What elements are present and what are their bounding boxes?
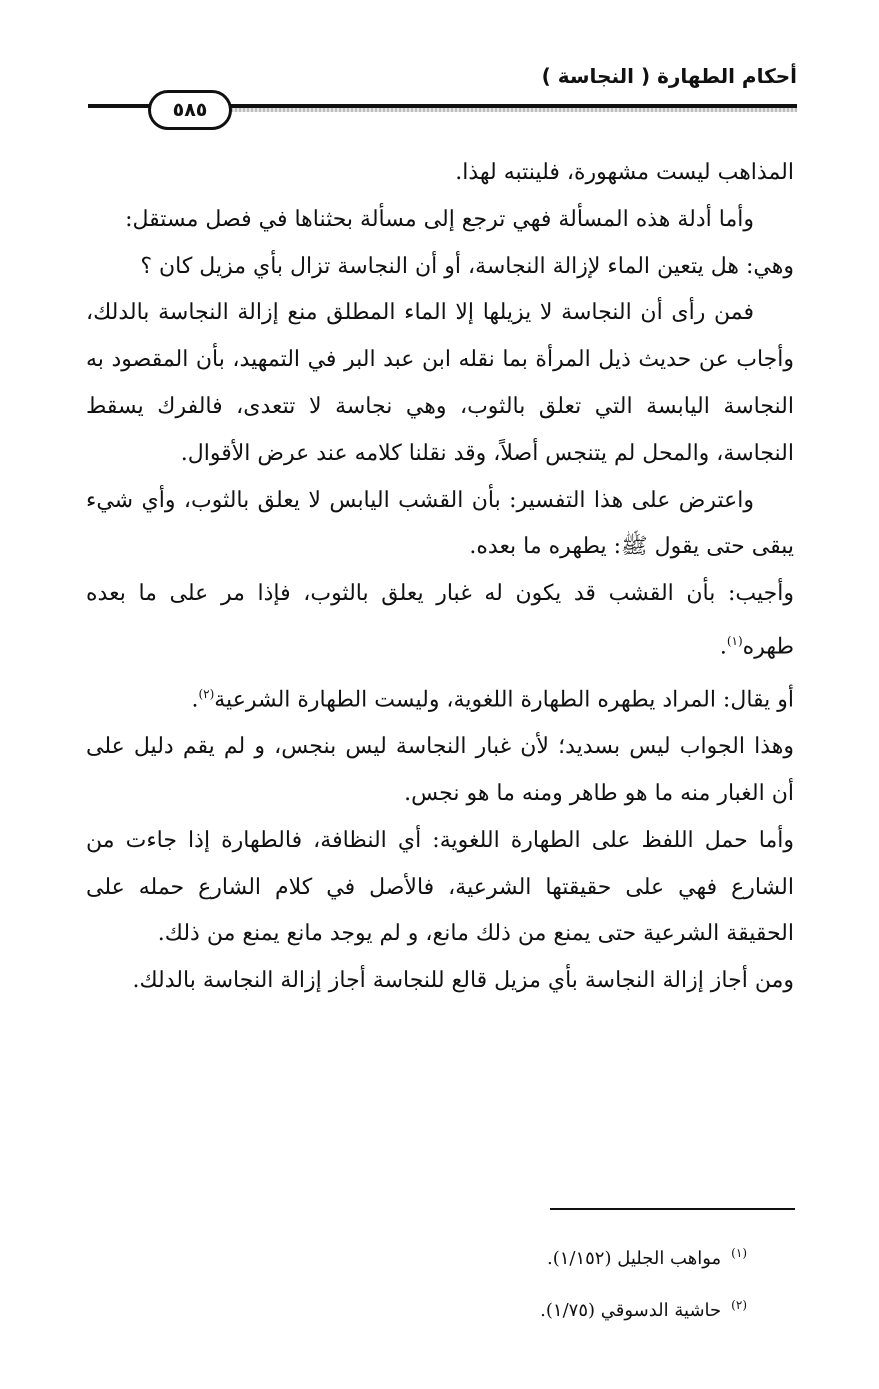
running-title: أحكام الطهارة ( النجاسة ) xyxy=(541,64,797,88)
footnote-mark: (٢) xyxy=(731,1298,747,1312)
page-number: ٥٨٥ xyxy=(148,90,232,130)
paragraph: وأما أدلة هذه المسألة فهي ترجع إلى مسألة بحثناها في فصل مستقل: xyxy=(125,206,754,232)
paragraph: فمن رأى أن النجاسة لا يزيلها إلا الماء المطلق منع إزالة النجاسة بالدلك، وأجاب عن حديث ذيل المرأة بما نقله ابن عبد البر في التمهيد، بأن المقصود به النجاسة اليابسة التي تعلق بالثوب، وهي نجاسة لا تتعدى، فالفرك يسقط النجاسة، والمحل لم يتنجس أصلاً، وقد نقلنا كلامه عند عرض الأقوال. xyxy=(86,300,794,466)
paragraph: واعترض على هذا التفسير: بأن القشب اليابس لا يعلق بالثوب، وأي شيء يبقى حتى يقول ﷺ: يطهره ما بعده. xyxy=(86,487,794,560)
paragraph: أو يقال: المراد يطهره الطهارة اللغوية، وليست الطهارة الشرعية$^{(٢)}$. xyxy=(191,687,794,713)
paragraph: وأجيب: بأن القشب قد يكون له غبار يعلق بالثوب، فإذا مر على ما بعده طهره$^{(١)}$. xyxy=(86,581,794,660)
footnote xyxy=(327,1230,747,1282)
header-rule-shade xyxy=(223,108,797,112)
footnote-text: مواهب الجليل (١/١٥٢). xyxy=(546,1248,722,1269)
page-header xyxy=(88,62,797,122)
paragraph: وهي: هل يتعين الماء لإزالة النجاسة، أو أن النجاسة تزال بأي مزيل كان ؟ xyxy=(140,253,794,279)
footnote xyxy=(327,1282,747,1334)
footnote-mark: (١) xyxy=(731,1246,747,1260)
main-text xyxy=(86,150,794,1005)
footnote-text: حاشية الدسوقي (١/٧٥). xyxy=(540,1300,722,1321)
footnotes xyxy=(327,1230,747,1334)
footnote-ref[interactable]: (١) xyxy=(726,633,743,648)
footnote-ref[interactable]: (٢) xyxy=(198,687,215,702)
paragraph: وهذا الجواب ليس بسديد؛ لأن غبار النجاسة ليس بنجس، و لم يقم دليل على أن الغبار منه ما هو طاهر ومنه ما هو نجس. xyxy=(86,734,794,807)
paragraph: المذاهب ليست مشهورة، فلينتبه لهذا. xyxy=(455,160,794,185)
footnote-separator xyxy=(550,1208,795,1210)
paragraph: ومن أجاز إزالة النجاسة بأي مزيل قالع للنجاسة أجاز إزالة النجاسة بالدلك. xyxy=(132,968,794,994)
paragraph: وأما حمل اللفظ على الطهارة اللغوية: أي النظافة، فالطهارة إذا جاءت من الشارع فهي على حقيقتها الشرعية، فالأصل في كلام الشارع حمله على الحقيقة الشرعية حتى يمنع من ذلك مانع، و لم يوجد مانع يمنع من ذلك. xyxy=(86,827,794,947)
